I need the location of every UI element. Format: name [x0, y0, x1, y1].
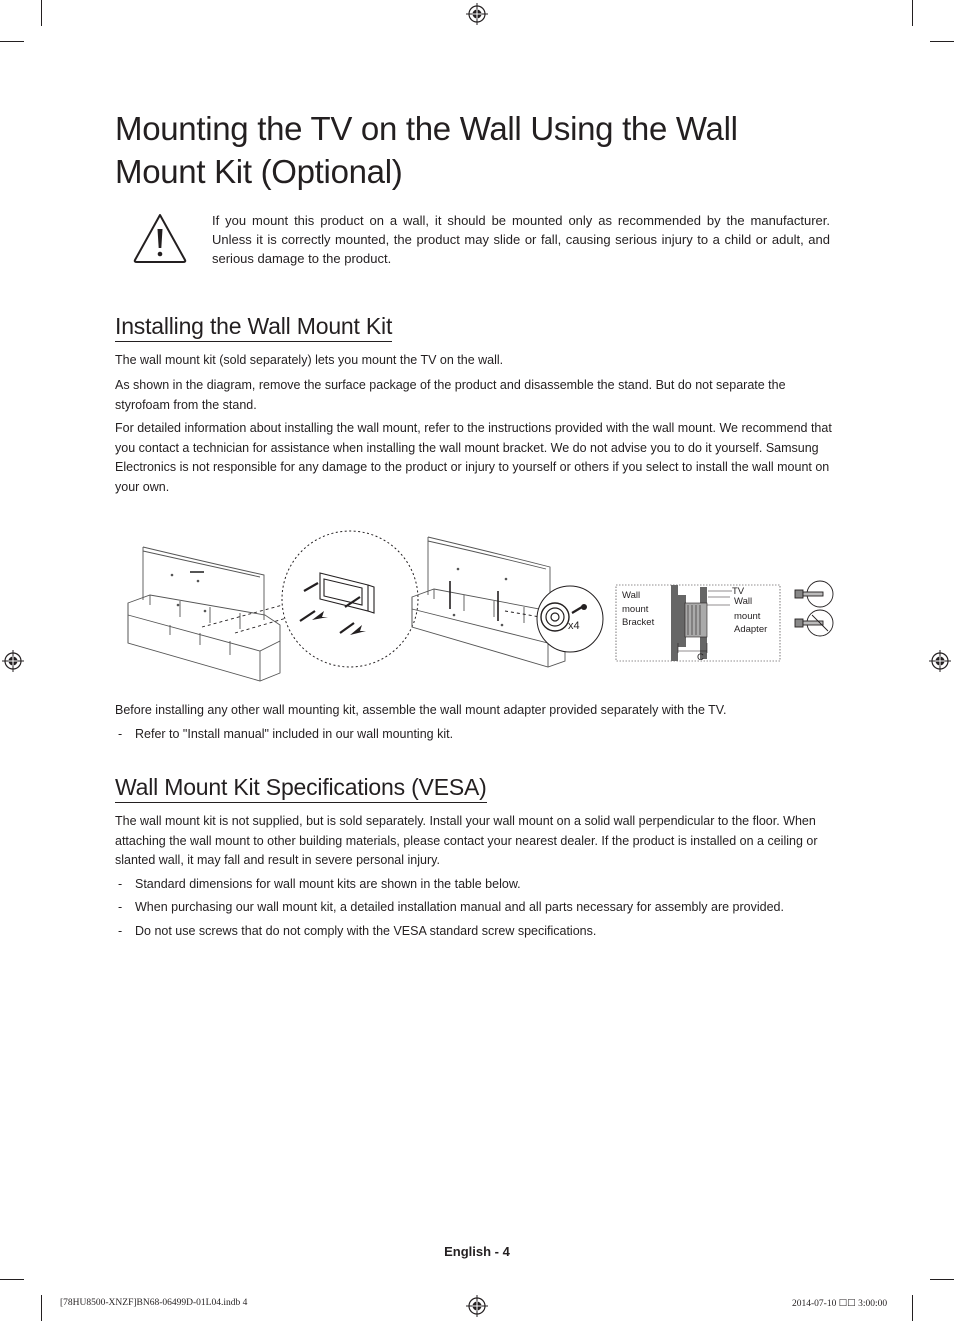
section-heading-vesa: Wall Mount Kit Specifications (VESA): [115, 773, 487, 803]
bullet-dash: -: [118, 924, 123, 938]
paragraph: Before installing any other wall mounting kit, assemble the wall mount adapter provided separately with the TV.: [115, 703, 727, 717]
bullet-text: Refer to "Install manual" included in our wall mounting kit.: [135, 727, 454, 741]
list-item: [115, 898, 839, 917]
bullet-text: Do not use screws that do not comply with the VESA standard screw specifications.: [135, 924, 597, 938]
screw-count-label: x4: [568, 620, 580, 632]
crop-mark: [930, 41, 954, 42]
paragraph: The wall mount kit is not supplied, but is sold separately. Install your wall mount on a solid wall perpendicular to the floor. When attaching the wall mount to other building materials, please contact your nearest dealer. If the product is installed on a ceiling or slanted wall, it may fall and result in severe personal injury.: [115, 814, 818, 867]
registration-mark-icon: [929, 650, 951, 672]
paragraph: As shown in the diagram, remove the surface package of the product and disassemble the stand. But do not separate the styrofoam from the stand.: [115, 378, 786, 412]
label-wall-mount-adapter: Wall: [734, 596, 753, 607]
label-wall-mount-bracket: Bracket: [622, 617, 655, 628]
label-tv: TV: [732, 586, 745, 597]
list-item: [115, 922, 839, 941]
section-heading-installing: Installing the Wall Mount Kit: [115, 312, 392, 342]
warning-text: If you mount this product on a wall, it should be mounted only as recommended by the manufacturer. Unless it is correctly mounted, the product may slide or fall, causing serious injury to a child or adult, and serious damage to the product.: [212, 213, 830, 266]
paragraph: The wall mount kit (sold separately) lets you mount the TV on the wall.: [115, 353, 504, 367]
crop-mark: [912, 1295, 913, 1321]
crop-mark: [930, 1279, 954, 1280]
crop-mark: [41, 1295, 42, 1321]
crop-mark: [41, 0, 42, 26]
bullet-dash: -: [118, 877, 123, 891]
crop-mark: [912, 0, 913, 26]
label-wall-mount-bracket: Wall: [622, 590, 641, 601]
registration-mark-icon: [466, 1295, 488, 1317]
registration-mark-icon: [466, 3, 488, 25]
registration-mark-icon: [2, 650, 24, 672]
bullet-dash: -: [118, 900, 123, 914]
print-slug-file: [78HU8500-XNZF]BN68-06499D-01L04.indb 4: [60, 1298, 248, 1308]
list-item: [115, 725, 839, 744]
label-c: C: [697, 652, 704, 663]
crop-mark: [0, 41, 24, 42]
wall-mount-diagram: [110, 525, 850, 695]
screw-wrong-icon: [795, 610, 833, 636]
bullet-dash: -: [118, 727, 123, 741]
bullet-text: When purchasing our wall mount kit, a detailed installation manual and all parts necessary for assembly are provided.: [135, 900, 784, 914]
page-number: English - 4: [444, 1244, 510, 1259]
label-wall-mount-adapter: mount: [734, 611, 761, 622]
print-slug-date: 2014-07-10 ☐☐ 3:00:00: [792, 1299, 888, 1309]
page-title: Mounting the TV on the Wall Using the Wall Mount Kit (Optional): [115, 110, 738, 190]
label-wall-mount-bracket: mount: [622, 604, 649, 615]
screw-ok-icon: [795, 581, 833, 607]
bullet-text: Standard dimensions for wall mount kits are shown in the table below.: [135, 877, 521, 891]
crop-mark: [0, 1279, 24, 1280]
paragraph: For detailed information about installing the wall mount, refer to the instructions provided with the wall mount. We recommend that you contact a technician for assistance when installing the wall mount bracket. We do not advise you to do it yourself. Samsung Electronics is not responsible for any damage to the product or injury to yourself or others if you select to install the wall mount on your own.: [115, 421, 832, 494]
warning-icon: [132, 212, 188, 264]
label-wall-mount-adapter: Adapter: [734, 624, 768, 635]
list-item: [115, 875, 839, 894]
